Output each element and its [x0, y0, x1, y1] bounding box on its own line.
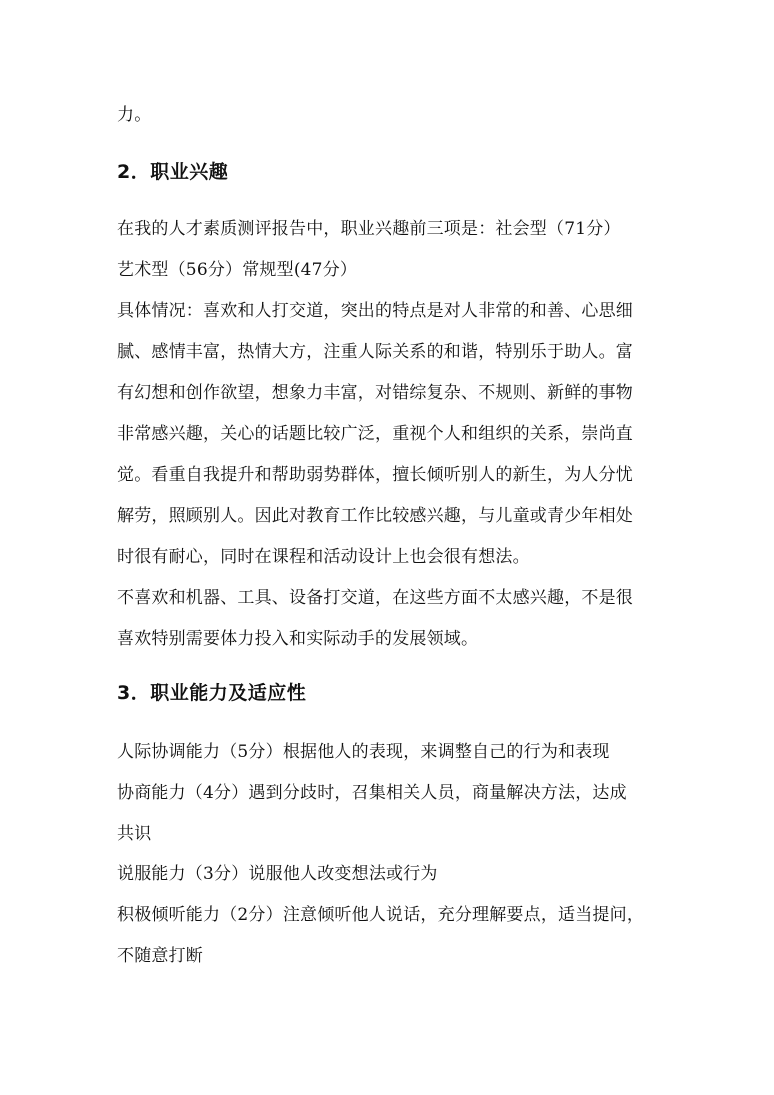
section-heading-career-ability: 3．职业能力及适应性: [117, 682, 307, 704]
text-line: 腻、感情丰富，热情大方，注重人际关系的和谐，特别乐于助人。富: [117, 342, 633, 362]
paragraph-continuation: 力。: [117, 105, 152, 125]
text-line: 协商能力（4分）遇到分歧时，召集相关人员，商量解决方法，达成: [117, 783, 627, 803]
text-line: 不喜欢和机器、工具、设备打交道，在这些方面不太感兴趣，不是很: [117, 588, 633, 608]
text-line: 共识: [117, 824, 152, 844]
text-line: 积极倾听能力（2分）注意倾听他人说话，充分理解要点，适当提问，: [117, 905, 645, 925]
text-line: 艺术型（56分）常规型(47分）: [117, 260, 358, 280]
text-line: 说服能力（3分）说服他人改变想法或行为: [117, 864, 438, 884]
text-line: 有幻想和创作欲望，想象力丰富，对错综复杂、不规则、新鲜的事物: [117, 383, 633, 403]
text-line: 在我的人才素质测评报告中，职业兴趣前三项是：社会型（71分）: [117, 219, 621, 239]
text-line: 解劳，照顾别人。因此对教育工作比较感兴趣，与儿童或青少年相处: [117, 506, 633, 526]
text-line: 不随意打断: [117, 946, 203, 966]
text-line: 时很有耐心，同时在课程和活动设计上也会很有想法。: [117, 547, 530, 567]
text-line: 喜欢特别需要体力投入和实际动手的发展领域。: [117, 629, 479, 649]
text-line: 具体情况：喜欢和人打交道，突出的特点是对人非常的和善、心思细: [117, 301, 633, 321]
text-line: 人际协调能力（5分）根据他人的表现，来调整自己的行为和表现: [117, 742, 610, 762]
text-line: 非常感兴趣，关心的话题比较广泛，重视个人和组织的关系，崇尚直: [117, 424, 633, 444]
section-heading-career-interest: 2．职业兴趣: [117, 161, 229, 183]
text-line: 觉。看重自我提升和帮助弱势群体，擅长倾听别人的新生，为人分忧: [117, 465, 633, 485]
